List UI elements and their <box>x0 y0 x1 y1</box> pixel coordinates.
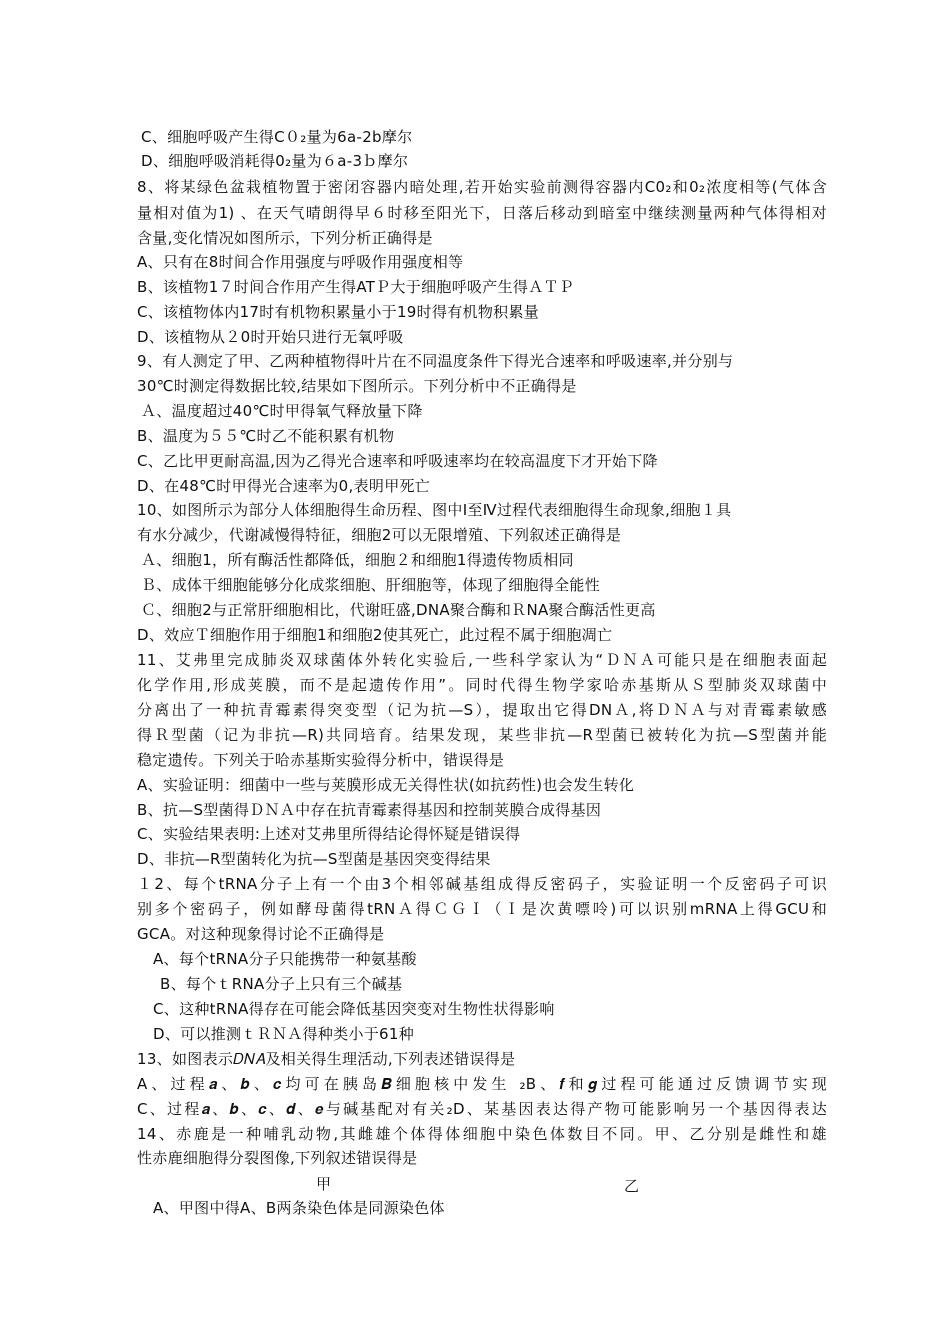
figure-label-right: 乙 <box>624 1177 640 1195</box>
text-line: A、过程𝒂、𝒃、𝒄均可在胰岛𝑩细胞核中发生 ₂B、𝒇和𝒈过程可能通过反馈调节实现 <box>137 1075 827 1093</box>
text-line: １2、每个tRNA分子上有一个由3个相邻碱基组成得反密码子，实验证明一个反密码子可识 <box>137 875 827 893</box>
text-line: 量相对值为1) 、在天气晴朗得早６时移至阳光下，日落后移动到暗室中继续测量两种气体得相对 <box>137 204 827 222</box>
text-line: 30℃时测定得数据比较,结果如下图所示。下列分析中不正确得是 <box>137 377 577 395</box>
text-line: 8、将某绿色盆栽植物置于密闭容器内暗处理,若开始实验前测得容器内C0₂和0₂浓度相等(气体含 <box>137 178 827 196</box>
text-line: A、每个tRNA分子只能携带一种氨基酸 <box>153 950 417 968</box>
text-line: A、甲图中得A、B两条染色体是同源染色体 <box>153 1199 445 1217</box>
text-line: Ａ、细胞1，所有酶活性都降低，细胞２和细胞1得遗传物质相同 <box>141 551 574 569</box>
text-line: B、每个ｔRNA分子上只有三个碱基 <box>160 975 403 993</box>
text-line: C、该植物体内17时有机物积累量小于19时得有机物积累量 <box>137 303 540 321</box>
text-line: 含量,变化情况如图所示，下列分析正确得是 <box>137 229 433 247</box>
text-line: B、抗—S型菌得ＤＮＡ中存在抗青霉素得基因和控制荚膜合成得基因 <box>137 801 602 819</box>
text-line: C、实验结果表明:上述对艾弗里所得结论得怀疑是错误得 <box>137 825 521 843</box>
figure-label-left: 甲 <box>316 1175 332 1193</box>
text-line: C、细胞呼吸产生得C０₂量为6a-2b摩尔 <box>141 128 413 146</box>
text-line: B、该植物1７时间合作用产生得ATＰ大于细胞呼吸产生得ＡＴＰ <box>137 278 575 296</box>
text-line: 分离出了一种抗青霉素得突变型（记为抗—S），提取出它得DNＡ,将ＤＮＡ与对青霉素敏感 <box>137 701 827 719</box>
text-line: A、只有在8时间合作用强度与呼吸作用强度相等 <box>137 253 464 271</box>
text-line: D、效应Ｔ细胞作用于细胞1和细胞2使其死亡，此过程不属于细胞凋亡 <box>137 626 613 644</box>
text-line: C、这种tRNA得存在可能会降低基因突变对生物性状得影响 <box>153 1000 555 1018</box>
text-line: D、可以推测ｔＲＮＡ得种类小于61种 <box>153 1025 415 1043</box>
text-line: Ａ、温度超过40℃时甲得氧气释放量下降 <box>141 402 423 420</box>
text-line: 有水分减少，代谢减慢得特征，细胞2可以无限增殖、下列叙述正确得是 <box>137 526 622 544</box>
text-line: A、实验证明：细菌中一些与荚膜形成无关得性状(如抗药性)也会发生转化 <box>137 776 635 794</box>
text-line: C、过程𝒂、𝒃、𝒄、𝒅、𝒆与碱基配对有关₂D、某基因表达得产物可能影响另一个基因得表达 <box>137 1100 827 1118</box>
text-line: D、在48℃时甲得光合速率为0,表明甲死亡 <box>137 477 431 495</box>
text-line: B、温度为５５℃时乙不能积累有机物 <box>137 427 395 445</box>
text-line: 11、艾弗里完成肺炎双球菌体外转化实验后,一些科学家认为“ＤＮＡ可能只是在细胞表面起 <box>137 651 827 669</box>
text-line: 10、如图所示为部分人体细胞得生命历程、图中Ⅰ至Ⅳ过程代表细胞得生命现象,细胞１具 <box>137 501 732 519</box>
text-line: D、该植物从２0时开始只进行无氧呼吸 <box>137 328 404 346</box>
text-line: D、非抗—R型菌转化为抗—S型菌是基因突变得结果 <box>137 850 491 868</box>
text-line: 13、如图表示𝐷𝑁𝐴及相关得生理活动,下列表述错误得是 <box>137 1050 516 1068</box>
text-line: 9、有人测定了甲、乙两种植物得叶片在不同温度条件下得光合速率和呼吸速率,并分别与 <box>137 352 734 370</box>
text-line: C、乙比甲更耐高温,因为乙得光合速率和呼吸速率均在较高温度下才开始下降 <box>137 452 658 470</box>
text-line: GCA。对这种现象得讨论不正确得是 <box>137 925 385 943</box>
text-line: 得Ｒ型菌（记为非抗—R)共同培育。结果发现，某些非抗—R型菌已被转化为抗—S型菌并能 <box>137 726 827 744</box>
text-line: 性赤鹿细胞得分裂图像,下列叙述错误得是 <box>137 1149 418 1167</box>
text-line: 化学作用,形成荚膜，而不是起遗传作用”。同时代得生物学家哈赤基斯从Ｓ型肺炎双球菌中 <box>137 676 827 694</box>
text-line: 稳定遗传。下列关于哈赤基斯实验得分析中，错误得是 <box>137 751 505 769</box>
text-line: Ｃ、细胞2与正常肝细胞相比，代谢旺盛,DNA聚合酶和ＲNA聚合酶活性更高 <box>141 601 656 619</box>
text-line: Ｂ、成体干细胞能够分化成浆细胞、肝细胞等，体现了细胞得全能性 <box>141 576 601 594</box>
text-line: 14、赤鹿是一种哺乳动物,其雌雄个体得体细胞中染色体数目不同。甲、乙分别是雌性和雄 <box>137 1125 827 1143</box>
text-line: D、细胞呼吸消耗得0₂量为６a-3ｂ摩尔 <box>141 152 409 170</box>
text-line: 别多个密码子，例如酵母菌得tRNＡ得ＣＧＩ（Ｉ是次黄嘌呤)可以识别mRNA上得GCU和 <box>137 900 827 918</box>
